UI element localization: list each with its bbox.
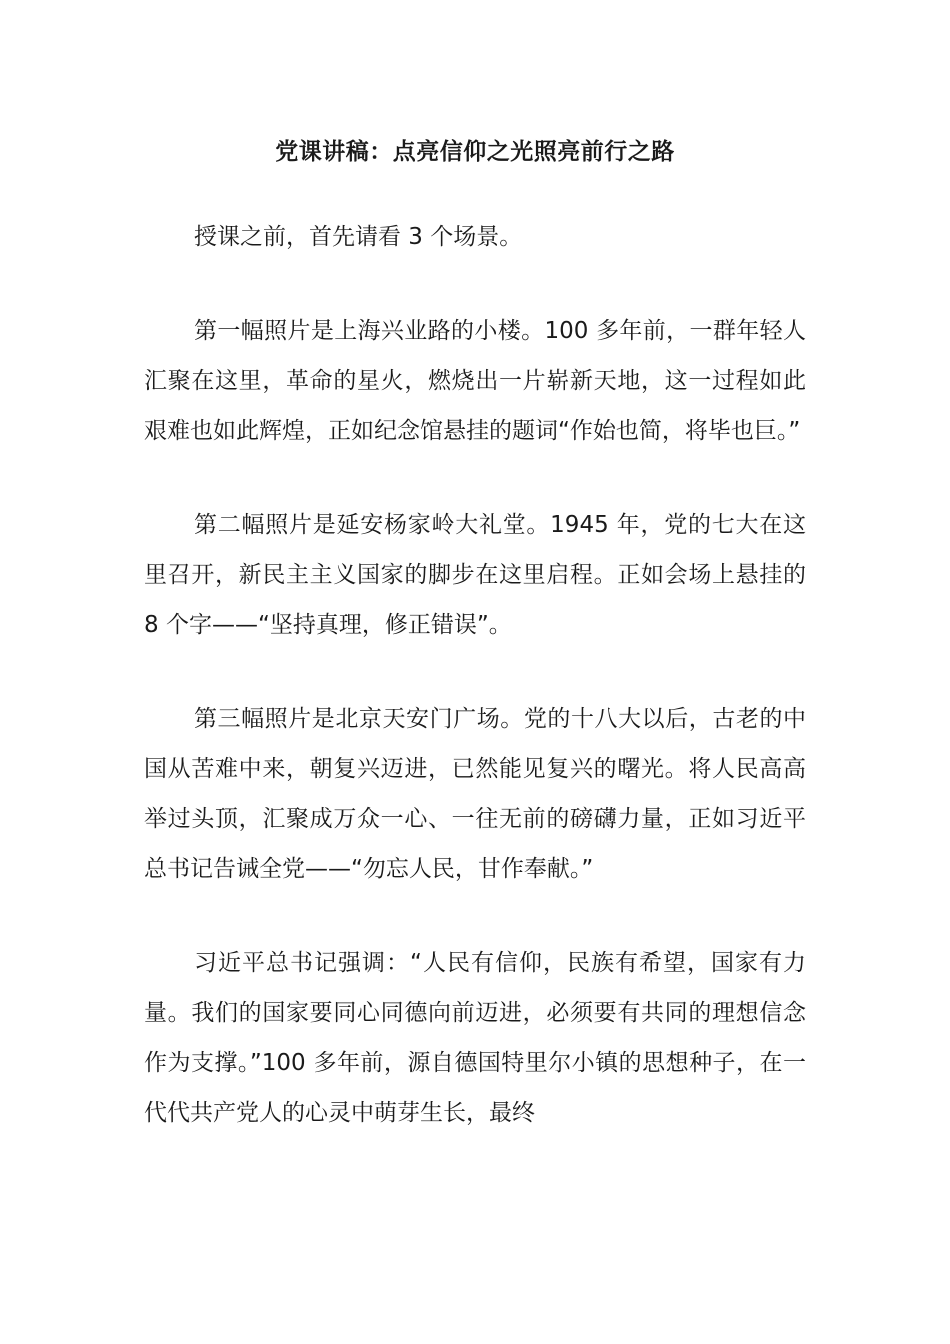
document-title: 党课讲稿：点亮信仰之光照亮前行之路 [275,139,675,165]
paragraph-quote: 习近平总书记强调：“人民有信仰，民族有希望，国家有力量。我们的国家要同心同德向前迈进，必须要有共同的理想信念作为支撑。”100 多年前，源自德国特里尔小镇的思想种子，在一代代共产党人的心灵中萌芽生长，最终 [144,950,806,1126]
paragraph-scene-one: 第一幅照片是上海兴业路的小楼。100 多年前，一群年轻人汇聚在这里，革命的星火，燃烧出一片崭新天地，这一过程如此艰难也如此辉煌，正如纪念馆悬挂的题词“作始也简，将毕也巨。” [144,318,806,444]
paragraph-intro: 授课之前，首先请看 3 个场景。 [194,224,523,250]
paragraph-scene-three: 第三幅照片是北京天安门广场。党的十八大以后，古老的中国从苦难中来，朝复兴迈进，已然能见复兴的曙光。将人民高高举过头顶，汇聚成万众一心、一往无前的磅礴力量，正如习近平总书记告诫全党——“勿忘人民，甘作奉献。” [144,706,806,882]
document-body [144,212,806,1182]
paragraph-scene-two: 第二幅照片是延安杨家岭大礼堂。1945 年，党的七大在这里召开，新民主主义国家的脚步在这里启程。正如会场上悬挂的 8 个字——“坚持真理，修正错误”。 [144,512,806,638]
